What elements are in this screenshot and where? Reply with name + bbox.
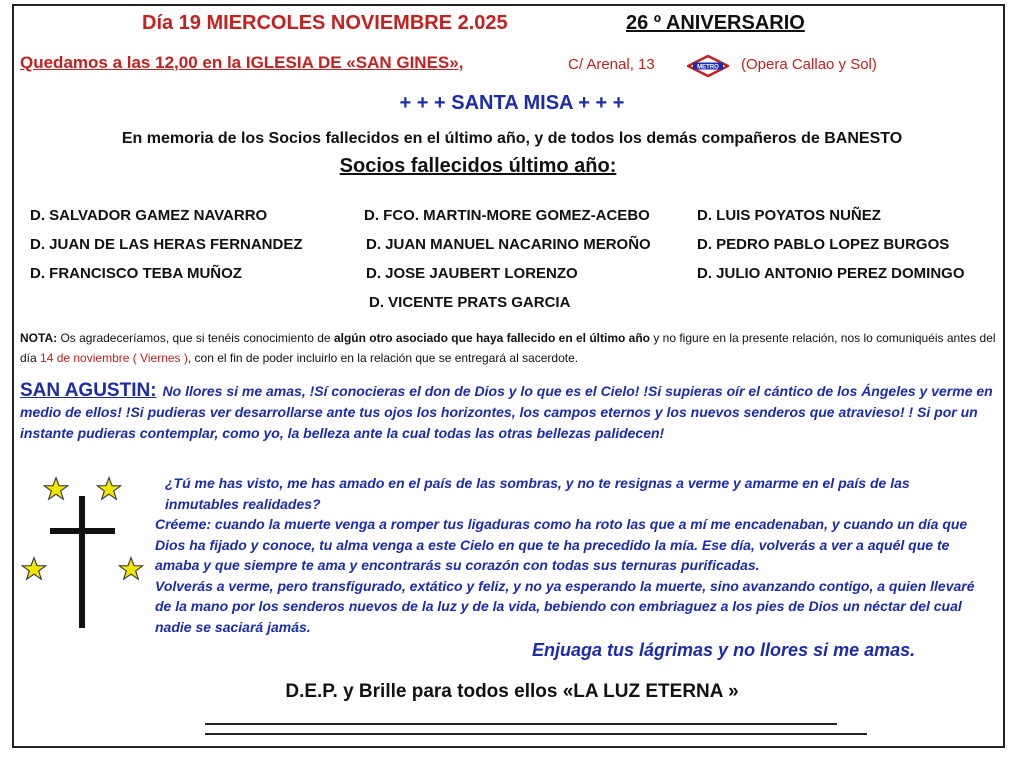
deceased-name: D. LUIS POYATOS NUÑEZ xyxy=(697,207,881,224)
deceased-name: D. JUAN DE LAS HERAS FERNANDEZ xyxy=(30,236,303,253)
closing-line: Enjuaga tus lágrimas y no llores si me amas. xyxy=(532,640,916,660)
note-text: y no figure en la presente relación, nos lo comuniquéis antes del día xyxy=(20,331,996,365)
divider-line xyxy=(205,723,837,725)
deceased-name: D. JOSE JAUBERT LORENZO xyxy=(366,265,578,282)
divider-line xyxy=(205,733,867,735)
poem-paragraph: ¿Tú me has visto, me has amado en el país de las sombras, y no te resignas a verme y amarme en el país de las inmutables realidades? xyxy=(165,475,910,512)
poem-text xyxy=(155,473,975,637)
deceased-name: D. JUAN MANUEL NACARINO MEROÑO xyxy=(366,236,651,253)
note-label: NOTA: xyxy=(20,331,58,345)
star-icon xyxy=(21,556,47,582)
deceased-name: D. VICENTE PRATS GARCIA xyxy=(369,294,571,311)
deceased-name: D. FCO. MARTIN-MORE GOMEZ-ACEBO xyxy=(364,207,650,224)
meeting-place: Quedamos a las 12,00 en la IGLESIA DE «SAN GINES», xyxy=(20,53,464,72)
deceased-name: D. PEDRO PABLO LOPEZ BURGOS xyxy=(697,236,950,253)
memory-text: En memoria de los Socios fallecidos en el último año, y de todos los demás compañeros de BANESTO xyxy=(121,130,903,147)
star-icon xyxy=(43,476,69,502)
cross-icon xyxy=(50,496,120,628)
note-text: Os agradeceríamos, que si tenéis conocimiento de xyxy=(57,331,334,345)
metro-stations: (Opera Callao y Sol) xyxy=(741,56,877,73)
event-date: Día 19 MIERCOLES NOVIEMBRE 2.025 xyxy=(142,12,508,34)
metro-logo-text: METRO xyxy=(697,64,719,71)
note-text: , con el fin de poder incluirlo en la relación que se entregará al sacerdote. xyxy=(187,351,579,365)
mass-title: + + + SANTA MISA + + + xyxy=(399,92,625,114)
san-agustin-label: SAN AGUSTIN: xyxy=(20,380,157,401)
meeting-address: C/ Arenal, 13 xyxy=(568,56,655,73)
poem-paragraph: Créeme: cuando la muerte venga a romper tus ligaduras como ha roto las que a mí me encadenaban, y cuando un día que Dios ha fijado y conoce, tu alma venga a este Cielo en que te ha precedido la mía. Ese día, volverás a ver a aquél que te amaba y que siempre te ama y encontrarás su corazón con todas sus ternuras purificadas. xyxy=(155,516,968,573)
note-emphasis: algún otro asociado que haya fallecido en el último año xyxy=(333,331,650,345)
san-agustin-quote xyxy=(20,380,1005,444)
anniversary-title: 26 º ANIVERSARIO xyxy=(626,12,805,34)
dep-line: D.E.P. y Brille para todos ellos «LA LUZ ETERNA » xyxy=(285,681,739,702)
poem-paragraph: Volverás a verme, pero transfigurado, extático y feliz, y no ya esperando la muerte, sino avanzando contigo, a quien llevaré de la mano por los senderos nuevos de la luz y de la vida, bebiendo con embriaguez a los pies de Dios un néctar del cual nadie se saciará jamás. xyxy=(155,577,975,635)
san-agustin-text: No llores si me amas, !Sí conocieras el don de Dios y lo que es el Cielo! !Si supieras oír el cántico de los Ángeles y verme en medio de ellos! !Si pudieras ver desarrollarse ante tus ojos los horizontes, los campos eternos y los nuevos senderos que atravieso! ! Si por un instante pudieras contemplar, como yo, la belleza ante la cual todas las otras bellezas palidecen! xyxy=(20,383,993,441)
metro-logo-icon xyxy=(687,55,729,77)
deceased-section-title: Socios fallecidos último año: xyxy=(339,155,617,177)
star-icon xyxy=(118,556,144,582)
note-deadline: 14 de noviembre ( Viernes ) xyxy=(40,351,188,365)
deceased-name: D. SALVADOR GAMEZ NAVARRO xyxy=(30,207,268,224)
note-paragraph xyxy=(20,328,1000,368)
deceased-name: D. JULIO ANTONIO PEREZ DOMINGO xyxy=(697,265,965,282)
deceased-name: D. FRANCISCO TEBA MUÑOZ xyxy=(30,265,242,282)
star-icon xyxy=(96,476,122,502)
